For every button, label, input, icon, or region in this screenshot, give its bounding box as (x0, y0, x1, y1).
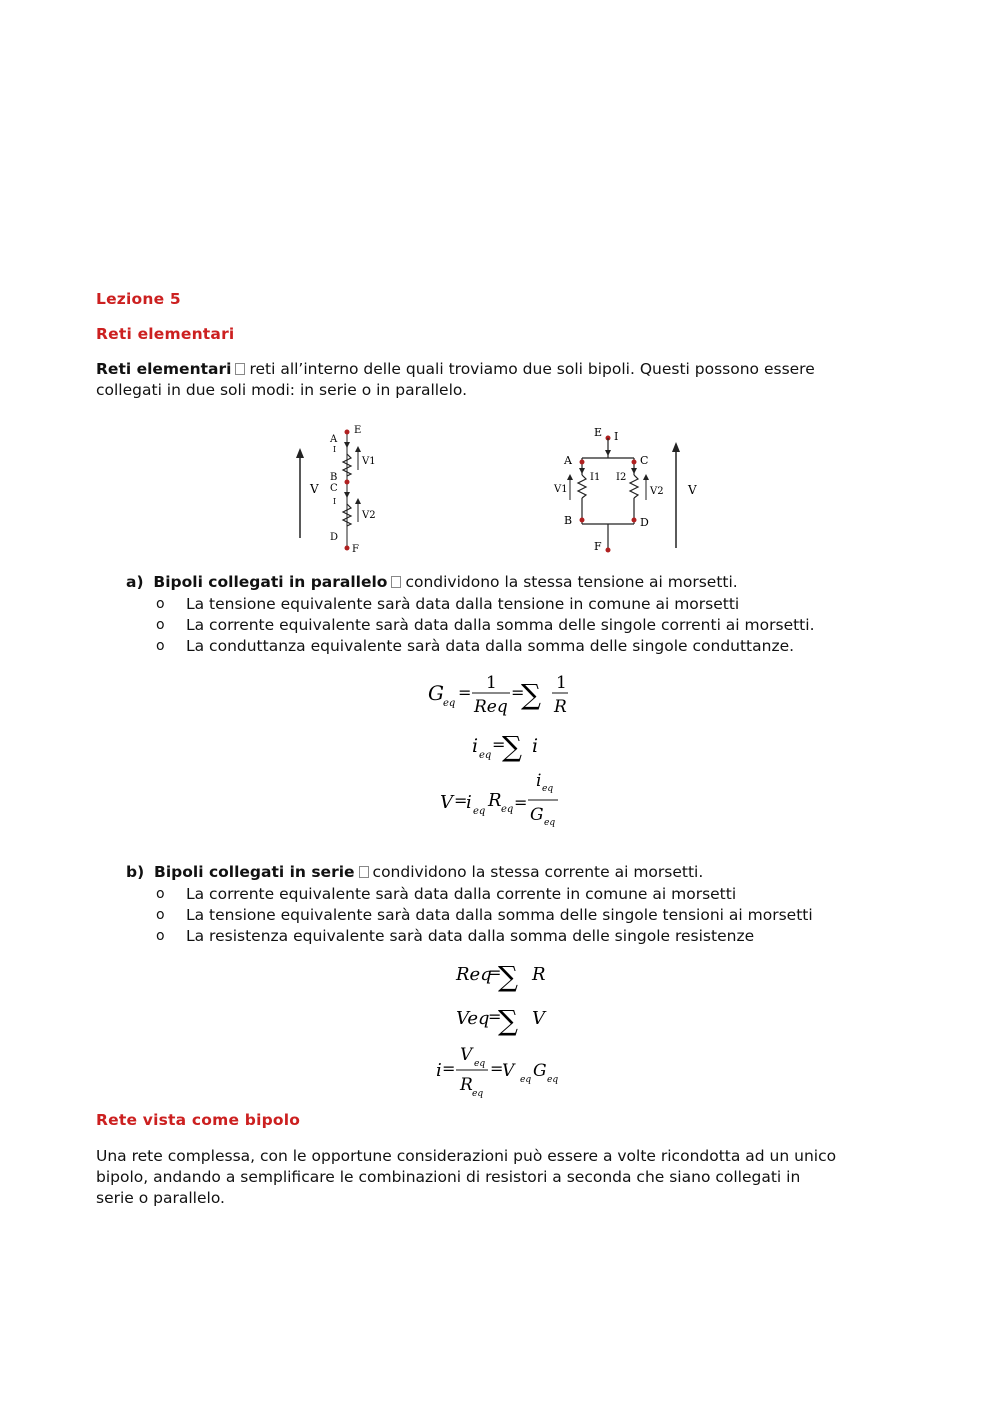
bullet-icon: o (156, 907, 165, 923)
bullet-text: La tensione equivalente sarà data dalla somma delle singole tensioni ai morsetti (186, 906, 813, 924)
intro-bold: Reti elementari (96, 360, 232, 378)
formula-r: R (554, 697, 567, 717)
item-b-bullet (156, 884, 896, 905)
node-f (345, 546, 350, 551)
parallel-circuit-figure (548, 420, 718, 560)
series-label-f: F (352, 544, 359, 555)
formula-req: Req (474, 697, 508, 717)
formula-eq: = (511, 683, 525, 702)
item-a-bullet (156, 636, 896, 657)
parallel-label-i1: I1 (590, 472, 601, 483)
bullet-text: La conduttanza equivalente sarà data dalla somma delle singole conduttanze. (186, 637, 795, 655)
formula-eq: = (490, 1059, 504, 1078)
outro-line3: serie o parallelo. (96, 1189, 225, 1207)
series-label-v2: V2 (362, 510, 376, 521)
series-label-b: B (330, 472, 338, 483)
parallel-label-d: D (640, 516, 649, 529)
sigma-icon: ∑ (498, 960, 518, 993)
intro-paragraph (96, 359, 894, 401)
item-a-bold: Bipoli collegati in parallelo (153, 573, 388, 591)
parallel-label-v: V (688, 483, 697, 497)
arrow-glyph-icon (391, 576, 401, 588)
series-label-i2: I (333, 497, 337, 506)
series-label-a: A (330, 434, 338, 445)
formula-one: 1 (556, 673, 567, 693)
bullet-icon: o (156, 596, 165, 612)
series-label-v: V (310, 482, 319, 496)
item-b-label: b) (126, 863, 145, 881)
formula-sub: eq (544, 818, 556, 828)
outro-paragraph (96, 1146, 894, 1209)
formula-sub: eq (472, 1089, 484, 1099)
intro-line1: reti all’interno delle quali troviamo due soli bipoli. Questi possono essere (249, 360, 815, 378)
formula-eq: = (514, 793, 528, 812)
series-label-d: D (330, 532, 339, 543)
formula-v: V (460, 1045, 473, 1065)
arrow-glyph-icon (359, 866, 369, 878)
formula-eq: = (488, 963, 502, 982)
node-f (606, 548, 611, 553)
formula-eq: = (492, 735, 506, 754)
formula-i: i (532, 735, 539, 757)
bullet-icon: o (156, 617, 165, 633)
formula-eq: = (458, 683, 472, 702)
bullet-icon: o (156, 638, 165, 654)
item-b-bullet (156, 905, 896, 926)
bullet-text: La corrente equivalente sarà data dalla corrente in comune ai morsetti (186, 885, 737, 903)
formula-i: i (472, 735, 479, 757)
item-b-text: condividono la stessa corrente ai morsetti. (372, 863, 704, 881)
sigma-icon: ∑ (498, 1004, 518, 1037)
formula-i: i (536, 771, 542, 791)
parallel-label-a: A (564, 454, 572, 467)
item-a-text: condividono la stessa tensione ai morsetti. (405, 573, 738, 591)
section-title-reti-elementari: Reti elementari (96, 325, 235, 343)
parallel-label-e: E (594, 426, 603, 439)
parallel-label-v1: V1 (554, 484, 568, 495)
resistor-1 (578, 475, 586, 498)
item-b-bold: Bipoli collegati in serie (154, 863, 355, 881)
bullet-icon: o (156, 928, 165, 944)
outro-line2: bipolo, andando a semplificare le combinazioni di resistori a seconda che siano collegati in (96, 1168, 801, 1186)
lesson-title: Lezione 5 (96, 290, 181, 308)
formula-i: i (466, 792, 472, 813)
formula-v: V (440, 792, 453, 813)
parallel-label-f: F (594, 540, 602, 553)
formula-one: 1 (486, 673, 497, 693)
formula-eq: = (488, 1007, 502, 1026)
series-v-arrowhead-icon (296, 448, 304, 458)
formula-sub: eq (501, 804, 514, 815)
formula-i: i (436, 1060, 442, 1081)
item-a-bullet (156, 594, 896, 615)
parallel-label-i2: I2 (616, 472, 627, 483)
formula-eq: = (442, 1059, 456, 1078)
formula-r: R (460, 1075, 473, 1095)
parallel-label-v2: V2 (650, 486, 664, 497)
formula-sub: eq (443, 698, 456, 709)
bullet-text: La tensione equivalente sarà data dalla tensione in comune ai morsetti (186, 595, 740, 613)
formula-sub: eq (479, 750, 492, 761)
bullet-icon: o (156, 886, 165, 902)
sigma-icon: ∑ (502, 730, 522, 763)
intro-line2: collegati in due soli modi: in serie o in parallelo. (96, 381, 468, 399)
formulas-series (432, 956, 582, 1102)
bullet-text: La resistenza equivalente sarà data dalla somma delle singole resistenze (186, 927, 755, 945)
sigma-icon: ∑ (521, 678, 541, 711)
series-label-i1: I (333, 445, 337, 454)
formula-eq: = (454, 791, 468, 810)
resistor-2 (630, 475, 638, 498)
formula-g: G (428, 681, 444, 705)
formula-req: Req (456, 964, 492, 985)
item-a-label: a) (126, 573, 144, 591)
parallel-label-b: B (564, 514, 573, 527)
formula-g: G (530, 805, 544, 825)
parallel-label-c: C (640, 454, 649, 467)
formula-sub: eq (473, 806, 486, 817)
formulas-parallel (426, 668, 586, 838)
arrow-glyph-icon (235, 363, 245, 375)
parallel-label-i: I (614, 430, 619, 443)
series-label-c: C (330, 483, 338, 494)
formula-sub: eq (474, 1059, 486, 1069)
series-circuit-figure (292, 418, 392, 558)
node-bc (345, 480, 350, 485)
formula-r: R (532, 964, 546, 985)
formula-sub: eq (520, 1075, 532, 1085)
section-title-rete-bipolo: Rete vista come bipolo (96, 1111, 301, 1129)
outro-line1: Una rete complessa, con le opportune considerazioni può essere a volte ricondotta ad un unico (96, 1147, 837, 1165)
series-label-e: E (354, 425, 362, 436)
formula-g: G (533, 1061, 547, 1081)
item-b-bullet (156, 926, 896, 947)
series-label-v1: V1 (362, 456, 376, 467)
item-b (126, 862, 896, 883)
item-a (126, 572, 896, 593)
formula-veq: Veq (456, 1008, 490, 1029)
bullet-text: La corrente equivalente sarà data dalla somma delle singole correnti ai morsetti. (186, 616, 815, 634)
formula-r: R (488, 790, 502, 811)
formula-v: V (532, 1008, 545, 1029)
node-e (345, 430, 350, 435)
formula-sub: eq (547, 1075, 559, 1085)
item-a-bullet (156, 615, 896, 636)
formula-v: V (502, 1061, 515, 1081)
formula-sub: eq (542, 784, 554, 794)
